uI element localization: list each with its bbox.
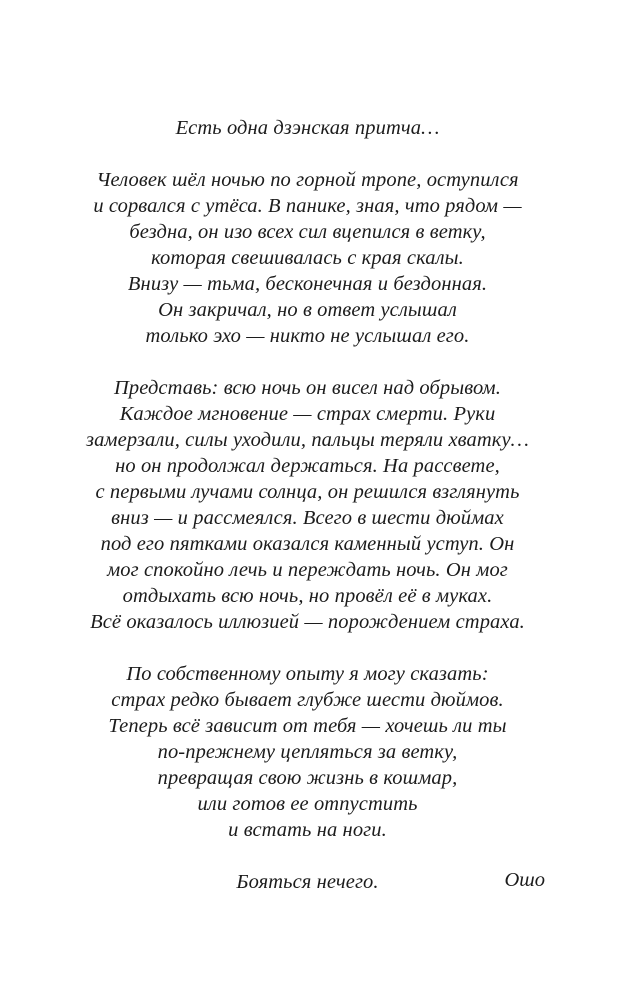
paragraph-spacer (60, 635, 555, 661)
text-line: и встать на ноги. (228, 819, 387, 841)
text-line: по-прежнему цепляться за ветку, (157, 741, 458, 763)
paragraph-2 (60, 375, 555, 635)
intro-line: Есть одна дзэнская притча… (175, 117, 440, 139)
text-line: и сорвался с утёса. В панике, зная, что рядом — (93, 195, 522, 217)
text-line: или готов ее отпустить (197, 793, 418, 815)
paragraph-1 (60, 167, 555, 349)
text-line: которая свешивалась с края скалы. (151, 247, 464, 269)
parable-text (60, 115, 555, 895)
author-signature: Ошо (504, 869, 545, 891)
text-line: только эхо — никто не услышал его. (145, 325, 470, 347)
text-line: Человек шёл ночью по горной тропе, оступился (96, 169, 519, 191)
text-line: вниз — и рассмеялся. Всего в шести дюймах (111, 507, 504, 529)
text-line: Он закричал, но в ответ услышал (158, 299, 457, 321)
text-line: но он продолжал держаться. На рассвете, (115, 455, 500, 477)
text-line: превращая свою жизнь в кошмар, (157, 767, 458, 789)
paragraph-3 (60, 661, 555, 843)
text-line: Всё оказалось иллюзией — порождением страха. (90, 611, 525, 633)
text-line: Каждое мгновение — страх смерти. Руки (119, 403, 496, 425)
text-line: отдыхать всю ночь, но провёл её в муках. (122, 585, 493, 607)
text-line: Теперь всё зависит от тебя — хочешь ли ты (108, 715, 507, 737)
text-line: Представь: всю ночь он висел над обрывом. (114, 377, 501, 399)
paragraph-spacer (60, 141, 555, 167)
text-line: замерзали, силы уходили, пальцы теряли хватку… (85, 429, 530, 451)
text-line: бездна, он изо всех сил вцепился в ветку, (129, 221, 486, 243)
text-line: мог спокойно лечь и переждать ночь. Он мог (107, 559, 508, 581)
text-line: По собственному опыту я могу сказать: (126, 663, 489, 685)
text-line: с первыми лучами солнца, он решился взглянуть (95, 481, 520, 503)
text-line: страх редко бывает глубже шести дюймов. (111, 689, 504, 711)
paragraph-spacer (60, 349, 555, 375)
paragraph-spacer (60, 843, 555, 869)
text-line: Внизу — тьма, бесконечная и бездонная. (127, 273, 488, 295)
text-line: под его пятками оказался каменный уступ. Он (100, 533, 515, 555)
closing-line: Бояться нечего. (236, 871, 379, 893)
